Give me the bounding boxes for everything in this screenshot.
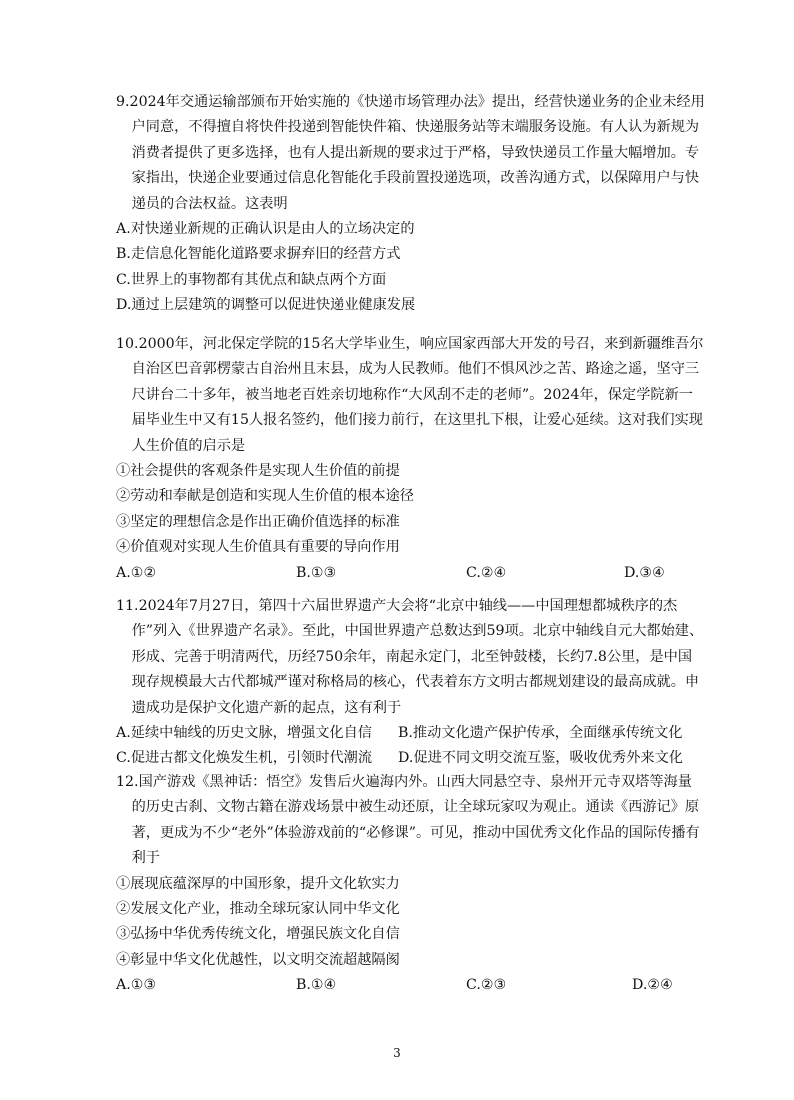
question-12-statement-2: ②发展文化产业，推动全球玩家认同中华文化: [116, 901, 400, 918]
question-10-option-b: B.①③: [296, 564, 337, 581]
question-10-stem: 10.2000年，河北保定学院的15名大学毕业生，响应国家西部大开发的号召，来到新疆维吾尔自治区巴音郭楞蒙古自治州且末县，成为人民教师。他们不惧风沙之苦、路途之遥，坚守三尺讲台二十多年，被当地老百姓亲切地称作“大风刮不走的老师”。2024年，保定学院新一届毕业生中又有15人报名签约，他们接力前行，在这里扎下根，让爱心延续。这对我们实现人生价值的启示是: [116, 336, 704, 454]
question-9-option-d: D.通过上层建筑的调整可以促进快递业健康发展: [116, 297, 416, 314]
page-number: 3: [393, 1046, 401, 1060]
question-10: [116, 332, 706, 586]
question-12-statement-4: ④彰显中华文化优越性，以文明交流超越隔阂: [116, 951, 400, 968]
question-12-option-a: A.①③: [116, 977, 157, 994]
question-11-options-row-2: [116, 746, 706, 771]
question-11-option-c: C.促进古都文化焕发生机，引领时代潮流: [116, 750, 373, 767]
question-12-statement-3: ③弘扬中华优秀传统文化，增强民族文化自信: [116, 926, 400, 943]
question-9: [116, 90, 706, 319]
question-10-option-a: A.①②: [116, 564, 157, 581]
question-10-statement-1: ①社会提供的客观条件是实现人生价值的前提: [116, 463, 400, 480]
question-10-option-c: C.②④: [466, 564, 507, 581]
question-11-stem: 11.2024年7月27日，第四十六届世界遗产大会将“北京中轴线——中国理想都城秩序的杰作”列入《世界遗产名录》。至此，中国世界遗产总数达到59项。北京中轴线自元大都始建、形成、完善于明清两代，历经750余年，南起永定门，北至钟鼓楼，长约7.8公里，是中国现存规模最大古代都城严谨对称格局的核心，代表着东方文明古都规划建设的最高成就。申遗成功是保护文化遗产新的起点，这有利于: [116, 598, 704, 716]
question-12-option-b: B.①④: [296, 977, 337, 994]
question-11: [116, 594, 706, 772]
question-12-option-c: C.②③: [466, 977, 507, 994]
question-9-option-b: B.走信息化智能化道路要求摒弃旧的经营方式: [116, 246, 401, 263]
question-9-option-c: C.世界上的事物都有其优点和缺点两个方面: [116, 271, 387, 288]
question-12-statement-1: ①展现底蕴深厚的中国形象，提升文化软实力: [116, 875, 400, 892]
question-12-stem: 12.国产游戏《黑神话：悟空》发售后火遍海内外。山西大同悬空寺、泉州开元寺双塔等海量的历史古刹、文物古籍在游戏场景中被生动还原，让全球玩家叹为观止。通读《西游记》原著，更成为不少“老外”体验游戏前的“必修课”。可见，推动中国优秀文化作品的国际传播有利于: [116, 774, 700, 867]
question-12-option-d: D.②④: [632, 977, 673, 994]
question-11-option-d: D.促进不同文明交流互鉴，吸收优秀外来文化: [398, 750, 683, 767]
question-10-options: [116, 561, 706, 586]
question-12-options: [116, 973, 706, 998]
question-11-option-b: B.推动文化遗产保护传承，全面继承传统文化: [398, 725, 683, 742]
question-10-statement-3: ③坚定的理想信念是作出正确价值选择的标准: [116, 513, 400, 530]
question-9-stem: 9.2024年交通运输部颁布开始实施的《快递市场管理办法》提出，经营快递业务的企业未经用户同意，不得擅自将快件投递到智能快件箱、快递服务站等末端服务设施。有人认为新规为消费者提供了更多选择，也有人提出新规的要求过于严格，导致快递员工作量大幅增加。专家指出，快递企业要通过信息化智能化手段前置投递选项，改善沟通方式，以保障用户与快递员的合法权益。这表明: [116, 94, 705, 212]
question-12: [116, 770, 706, 999]
question-11-options-row-1: [116, 721, 706, 746]
question-11-option-a: A.延续中轴线的历史文脉，增强文化自信: [116, 725, 372, 742]
question-10-statement-2: ②劳动和奉献是创造和实现人生价值的根本途径: [116, 488, 414, 505]
question-10-option-d: D.③④: [624, 564, 665, 581]
question-9-option-a: A.对快递业新规的正确认识是由人的立场决定的: [116, 221, 415, 238]
question-10-statement-4: ④价值观对实现人生价值具有重要的导向作用: [116, 539, 400, 556]
